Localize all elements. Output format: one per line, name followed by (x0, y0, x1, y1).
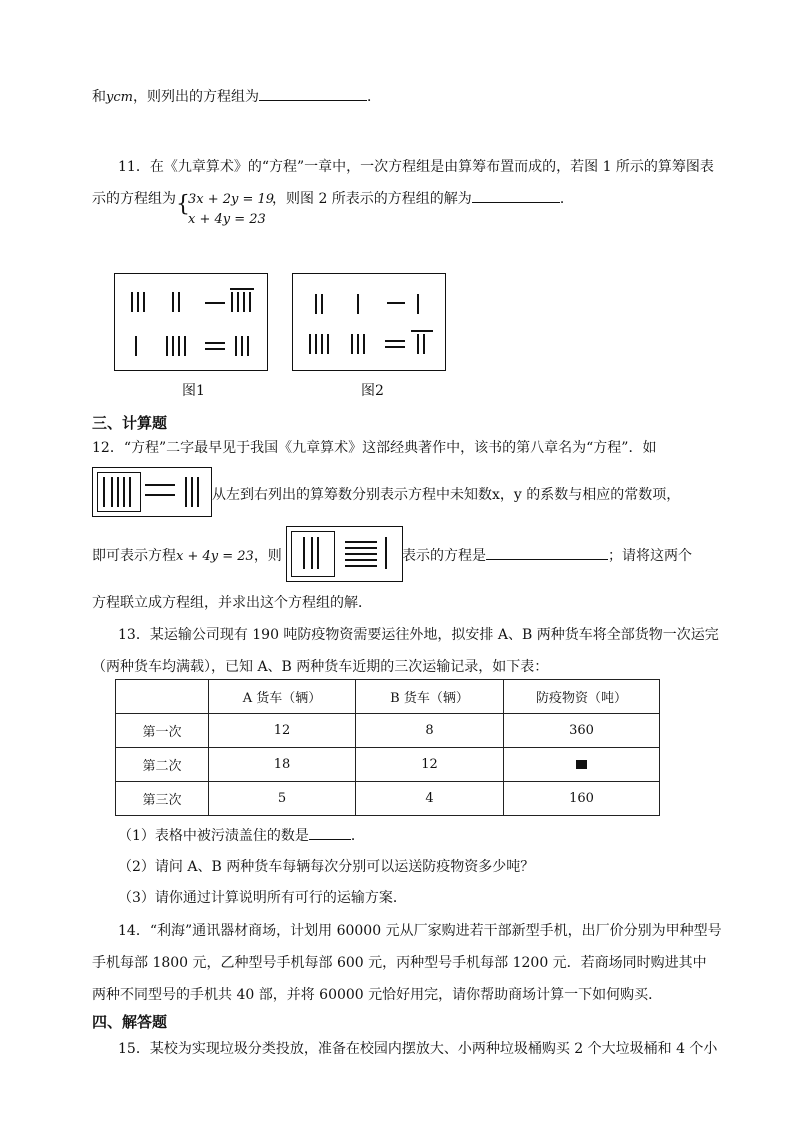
q11-eq1: 3x + 2y = 19 (188, 192, 275, 207)
table-header-cell: 防疫物资（吨） (504, 680, 660, 714)
q10-tail-line (92, 86, 381, 106)
q11-line2b (272, 188, 574, 208)
q12-line3c: 表示的方程是 (402, 548, 486, 564)
table-cell: 18 (209, 748, 356, 782)
q13-sub2: （2）请问 A、B 两种货车每辆每次分别可以运送防疫物资多少吨？ (118, 859, 535, 875)
q12-rod-figure-b (286, 526, 403, 582)
section-4-heading: 四、解答题 (92, 1013, 168, 1031)
ink-stain-block (576, 760, 587, 769)
figure-1-caption: 图1 (182, 383, 205, 399)
table-row (116, 782, 660, 816)
q11-brace: { (176, 192, 190, 217)
q12-line3d: ；请将这两个 (608, 548, 692, 564)
q12-line3-end (402, 545, 692, 565)
q12-line3b: ，则 (253, 548, 282, 564)
q13-sub1-blank[interactable] (309, 825, 351, 840)
q11-line2a: 示的方程组为 (92, 191, 176, 207)
table-header-cell: B 货车（辆） (356, 680, 504, 714)
table-cell: 5 (209, 782, 356, 816)
table-row (116, 714, 660, 748)
q11-line2 (92, 188, 176, 208)
q11-end: ． (559, 191, 574, 207)
q10-var: ycm (106, 90, 133, 105)
q11-eq2: x + 4y = 23 (188, 212, 266, 227)
q15-line1: 15．某校为实现垃圾分类投放，准备在校园内摆放大、小两种垃圾桶购买 2 个大垃圾桶和 4 个小 (118, 1041, 718, 1057)
q10-prefix: 和 (92, 89, 106, 105)
q12-line1: 12．“方程”二字最早见于我国《九章算术》这部经典著作中，该书的第八章名为“方程”．如 (92, 440, 657, 456)
q11-line1: 11．在《九章算术》的“方程”一章中，一次方程组是由算筹布置而成的，若图 1 所示的算筹图表 (118, 159, 714, 175)
table-cell: 第一次 (116, 714, 209, 748)
table-header-cell (116, 680, 209, 714)
q10-suffix: ，则列出的方程组为 (132, 89, 259, 105)
table-cell: 12 (209, 714, 356, 748)
table-cell: 4 (356, 782, 504, 816)
q10-answer-blank[interactable] (259, 86, 367, 101)
table-cell-stain (504, 748, 660, 782)
q12-line4: 方程联立成方程组，并求出这个方程组的解． (92, 595, 372, 611)
q13-sub3: （3）请你通过计算说明所有可行的运输方案． (118, 890, 407, 906)
q13-line2: （两种货车均满载），已知 A、B 两种货车近期的三次运输记录，如下表： (92, 659, 549, 675)
q13-sub1 (118, 825, 365, 845)
q12-line3 (92, 545, 282, 565)
q14-line3: 两种不同型号的手机共 40 部，并将 60000 元恰好用完，请你帮助商场计算一下如何购买． (92, 987, 663, 1003)
q12-equation: x + 4y = 23 (176, 549, 254, 564)
q14-line1: 14．“利海”通讯器材商场，计划用 60000 元从厂家购进若干部新型手机，出厂价分别为甲种型号 (118, 923, 722, 939)
table-cell: 8 (356, 714, 504, 748)
q13-line1: 13．某运输公司现有 190 吨防疫物资需要运往外地，拟安排 A、B 两种货车将全部货物一次运完 (118, 627, 719, 643)
q12-answer-blank[interactable] (486, 545, 608, 560)
q13-sub1-end: ． (350, 828, 365, 844)
q13-sub1-text: （1）表格中被污渍盖住的数是 (118, 828, 309, 844)
table-cell: 160 (504, 782, 660, 816)
figure-1-counting-rods (114, 273, 268, 371)
q14-line2: 手机每部 1800 元，乙种型号手机每部 600 元，丙种型号手机每部 1200 元．若商场同时购进其中 (92, 955, 707, 971)
figure-2-counting-rods (292, 273, 446, 371)
table-cell: 360 (504, 714, 660, 748)
q12-line2: 从左到右列出的算筹数分别表示方程中未知数x，y 的系数与相应的常数项， (212, 487, 681, 503)
table-cell: 12 (356, 748, 504, 782)
table-cell: 第二次 (116, 748, 209, 782)
q11-answer-blank[interactable] (472, 188, 560, 203)
table-header-row (116, 680, 660, 714)
q12-rod-figure-a (92, 467, 212, 517)
table-cell: 第三次 (116, 782, 209, 816)
figure-2-caption: 图2 (361, 383, 384, 399)
q12-line3a: 即可表示方程 (92, 548, 176, 564)
q11-line2b-text: ，则图 2 所表示的方程组的解为 (272, 191, 472, 207)
q10-end: ． (366, 89, 381, 105)
table-header-cell: A 货车（辆） (209, 680, 356, 714)
table-row (116, 748, 660, 782)
section-3-heading: 三、计算题 (92, 414, 168, 432)
transport-records-table (115, 679, 660, 816)
